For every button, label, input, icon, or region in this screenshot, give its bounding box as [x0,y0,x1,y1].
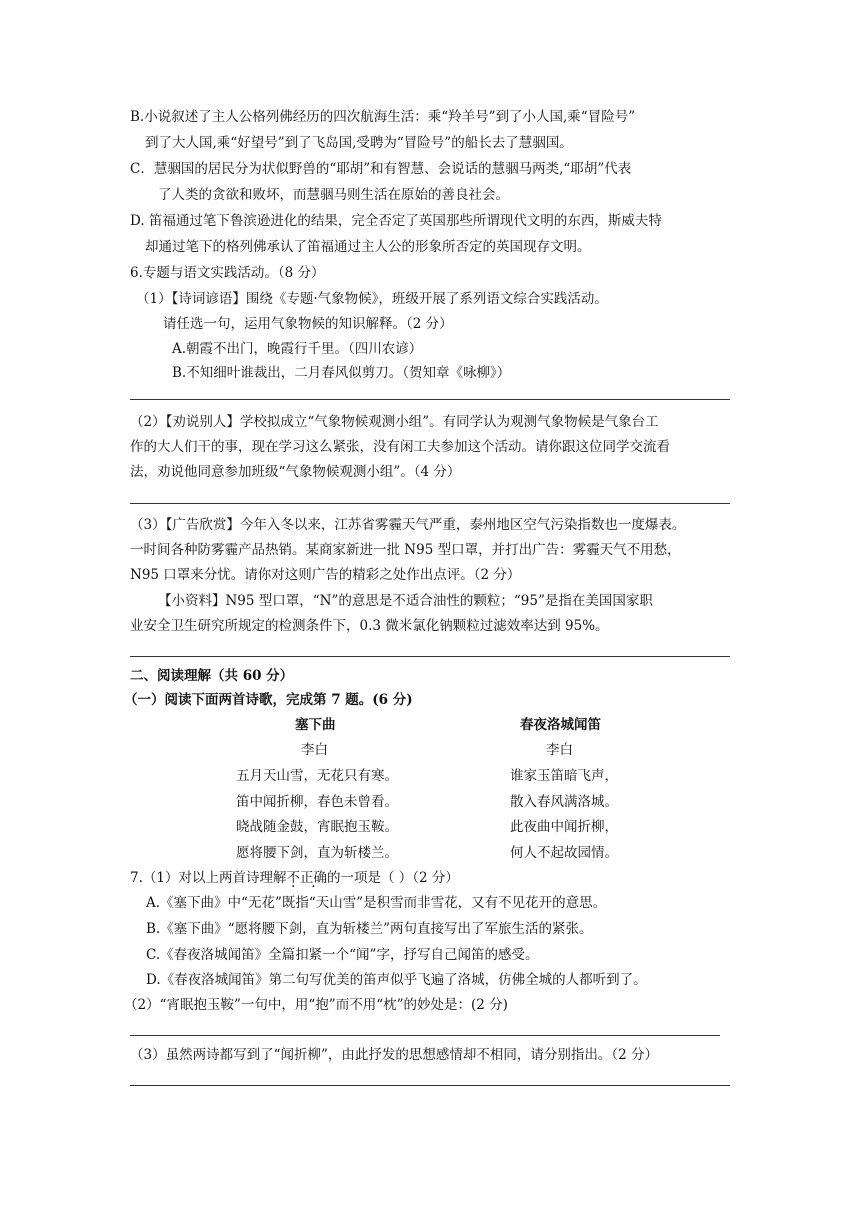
poem1-line: 笛中闻折柳，春色未曾看。 [236,794,398,810]
section-2-heading: 二、阅读理解（共 60 分） [130,668,294,684]
q6-title: 6.专题与语文实践活动。（8 分） [130,265,325,281]
q7-option-c: C.《春夜洛城闻笛》全篇扣紧一个“闻”字，抒写自己闻笛的感受。 [146,947,539,963]
q7-stem-emphasis-not: 不 [286,870,300,886]
q7-stem-prefix: 7.（1）对以上两首诗理解 [130,870,287,886]
poem1-title: 塞下曲 [295,717,336,733]
poem2-title: 春夜洛城闻笛 [520,717,601,733]
poem1-author: 李白 [301,742,328,758]
q5-option-c-line1: C．慧骃国的居民分为状似野兽的“耶胡”和有智慧、会说话的慧骃马两类,“耶胡”代表 [130,161,632,177]
poem2-author: 李白 [546,742,573,758]
q7-stem-emphasis-correct: 正确 [299,870,327,886]
q6-part2-line3: 法，劝说他同意参加班级“气象物候观测小组”。（4 分） [130,464,461,480]
poem1-line: 晓战随金鼓，宵眠抱玉鞍。 [236,819,398,835]
q7-option-b: B.《塞下曲》“愿将腰下剑，直为斩楼兰”两句直接写出了军旅生活的紧张。 [146,921,593,937]
q6-part3-line1: （3）【广告欣赏】今年入冬以来，江苏省雾霾天气严重，泰州地区空气污染指数也一度爆表。 [130,517,686,533]
section-2-subheading: （一）阅读下面两首诗歌，完成第 7 题。(6 分) [124,692,413,708]
q7-option-a: A.《塞下曲》中“无花”既指“天山雪”是积雪而非雪花，又有不见花开的意思。 [146,895,607,911]
q5-option-b-line2: 到了大人国,乘“好望号”到了飞岛国,受聘为“冒险号”的船长去了慧骃国。 [145,135,573,151]
answer-line [130,1035,720,1036]
answer-line [130,1085,730,1086]
poem2-line: 散入春风满洛城。 [510,794,618,810]
poem2-line: 谁家玉笛暗飞声， [510,768,618,784]
q6-part1-line2: 请任选一句，运用气象物候的知识解释。（2 分） [163,316,453,332]
q6-part1-option-b: B.不知细叶谁裁出，二月春风似剪刀。（贺知章《咏柳》） [172,365,511,381]
q6-part3-line2: 一时间各种防雾霾产品热销。某商家新进一批 N95 型口罩，并打出广告：雾霾天气不用愁， [130,542,681,558]
poem2-line: 何人不起故园情。 [510,845,618,861]
q5-option-c-line2: 了人类的贪欲和败坏，而慧骃马则生活在原始的善良社会。 [158,187,509,203]
answer-line [130,656,730,657]
q5-option-d-line2: 却通过笔下的格列佛承认了笛福通过主人公的形象所否定的英国现存文明。 [145,239,591,255]
q6-part3-line3: N95 口罩来分忧。请你对这则广告的精彩之处作出点评。（2 分） [130,567,521,583]
q5-option-d-line1: D. 笛福通过笔下鲁滨逊进化的结果，完全否定了英国那些所谓现代文明的东西，斯威夫特 [130,213,662,229]
q6-part3-material-line1: 【小资料】N95 型口罩，“N”的意思是不适合油性的颗粒；“95”是指在美国国家职 [158,593,653,609]
q7-part3: （3）虽然两诗都写到了“闻折柳”，由此抒发的思想感情却不相同，请分别指出。（2 分） [130,1047,659,1063]
q6-part2-line1: （2）【劝说别人】学校拟成立“气象物候观测小组”。有同学认为观测气象物候是气象台工 [130,414,659,430]
q6-part3-material-line2: 业安全卫生研究所规定的检测条件下，0.3 微米氯化钠颗粒过滤效率达到 95%。 [130,618,609,634]
poem1-line: 五月天山雪，无花只有寒。 [236,768,398,784]
q6-part1-option-a: A.朝霞不出门，晚霞行千里。（四川农谚） [172,341,423,357]
q6-part2-line2: 作的大人们干的事，现在学习这么紧张，没有闲工夫参加这个活动。请你跟这位同学交流看 [130,439,670,455]
q7-stem-suffix: 的一项是（ ）（2 分） [326,870,459,886]
q7-part2: （2）“宵眠抱玉鞍”一句中，用“抱”而不用“枕”的妙处是：(2 分) [124,997,508,1013]
q7-option-d: D.《春夜洛城闻笛》第二句写优美的笛声似乎飞遍了洛城，仿佛全城的人都听到了。 [146,972,647,988]
answer-line [130,399,730,400]
poem2-line: 此夜曲中闻折柳， [510,819,618,835]
q5-option-b-line1: B.小说叙述了主人公格列佛经历的四次航海生活：乘“羚羊号”到了小人国,乘“冒险号” [130,109,636,125]
poem1-line: 愿将腰下剑，直为斩楼兰。 [236,845,398,861]
q6-part1-line1: （1）【诗词谚语】围绕《专题·气象物候》，班级开展了系列语文综合实践活动。 [136,291,608,307]
answer-line [130,503,730,504]
q7-stem [130,869,459,887]
